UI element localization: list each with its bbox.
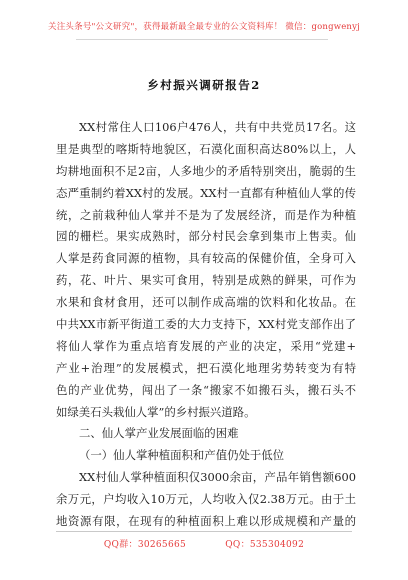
- paragraph-line: 如绿美石头栽仙人掌”的乡村振兴道路。: [56, 404, 256, 419]
- header-divider: [76, 39, 328, 40]
- paragraph-line: 中共XX市新平街道工委的大力支持下，XX村党支部作出了: [56, 317, 356, 332]
- paragraph-line: XX村常住人口106户476人，共有中共党员17名。这: [79, 120, 356, 134]
- paragraph-line: 均耕地面积不足2亩，人多地少的矛盾特别突出，脆弱的生: [56, 163, 356, 178]
- paragraph-line: 药，花、叶片、果实可食用，特别是成熟的鲜果，可作为: [56, 273, 356, 288]
- paragraph-line: XX村仙人掌种植面积仅3000余亩，产品年销售额600: [79, 470, 356, 485]
- paragraph-line: 统，之前栽种仙人掌并不是为了发展经济，而是作为种植: [56, 207, 356, 222]
- footer-qq-group: QQ群：30265665: [103, 540, 187, 550]
- footer-divider: [56, 531, 352, 532]
- paragraph-line: 色的产业优势，闯出了一条“搬家不如搬石头，搬石头不: [56, 382, 356, 397]
- document-title: 乡村振兴调研报告2: [147, 78, 261, 92]
- paragraph-line: 园的栅栏。果实成熟时，部分村民会拿到集市上售卖。仙: [56, 229, 356, 244]
- paragraph-line: 地资源有限，在现有的种植面积上难以形成规模和产量的: [56, 514, 356, 529]
- subsection-heading: （一）仙人掌种植面积和产值仍处于低位: [79, 448, 285, 463]
- paragraph-line: 水果和食材食用，还可以制作成高端的饮料和化妆品。在: [56, 295, 356, 310]
- paragraph-line: 产业+治理”的发展模式，把石漠化地理劣势转变为有特: [56, 360, 356, 375]
- header-banner: 关注头条号"公文研究"，获得最新最全最专业的公文资料库！ 微信：gongwenyj: [48, 22, 360, 32]
- paragraph-line: 态严重制约着XX村的发展。XX村一直都有种植仙人掌的传: [56, 185, 356, 200]
- paragraph-line: 人掌是药食同源的植物，具有较高的保健价值，全身可入: [56, 251, 356, 266]
- document-body: [56, 117, 356, 533]
- paragraph-line: 余万元，户均收入10万元，人均收入仅2.38万元。由于土: [56, 492, 356, 507]
- footer: [0, 537, 408, 550]
- section-heading: 二、仙人掌产业发展面临的困难: [79, 426, 239, 441]
- paragraph-line: 里是典型的喀斯特地貌区，石漠化面积高达80%以上，人: [56, 141, 356, 156]
- paragraph-line: 将仙人掌作为重点培育发展的产业的决定，采用“党建+: [56, 338, 356, 353]
- footer-qq-contact: QQ：535304092: [225, 540, 305, 550]
